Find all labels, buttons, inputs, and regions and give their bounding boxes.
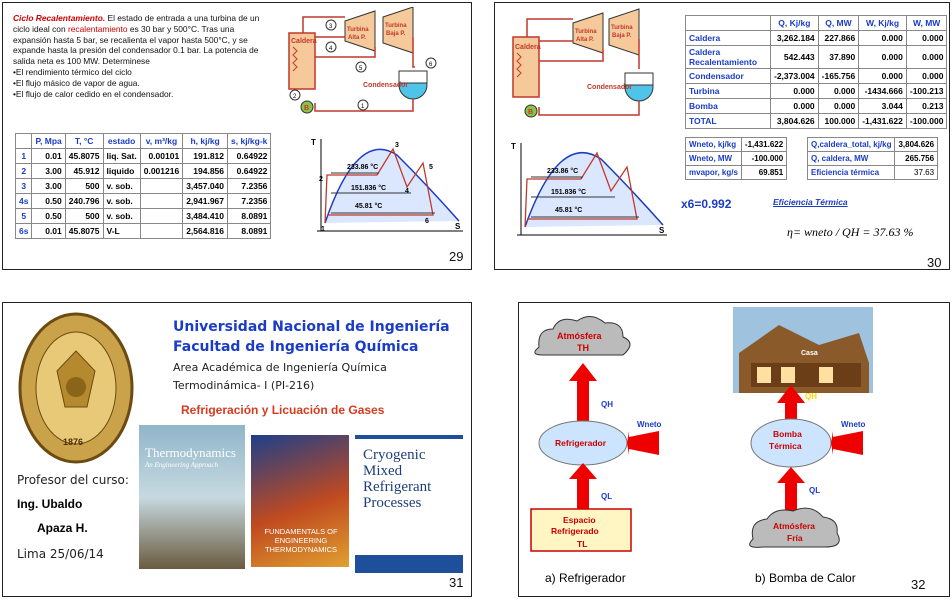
svg-text:TH: TH	[577, 343, 589, 353]
th-2: T, °C	[65, 134, 103, 149]
svg-text:Baja P.: Baja P.	[386, 31, 406, 37]
energy-table: Q, Kj/kg Q, MW W, Kj/kg W, MW Caldera 3,262.184 227.866 0.000 0.000 Caldera Recalentamiento 542.443 37.890 0.000 0.000 Condensador -2,373.004 -165.756 0.000 0.000 Turbina 0.000 0.000 -1434.666 -100.213 Bomba 0.000 0.000 3.044 0.213 TOTAL 3,804.626 100.000 -1,431.622 -100.000	[685, 15, 947, 129]
svg-text:151.836 °C: 151.836 °C	[551, 189, 587, 196]
page-number: 30	[927, 255, 942, 270]
svg-text:Turbina: Turbina	[385, 23, 407, 29]
table-row: 2 3.00 45.912 liquido 0.001216 194.856 0.64922	[16, 164, 271, 179]
heat-table	[807, 137, 938, 180]
svg-text:QL: QL	[601, 492, 613, 501]
ts-diagram	[509, 137, 671, 241]
th-5: h, kj/kg	[183, 134, 228, 149]
svg-text:233.86 °C: 233.86 °C	[547, 168, 579, 175]
svg-text:QH: QH	[601, 400, 613, 409]
svg-text:S: S	[455, 222, 461, 231]
svg-text:Baja P.: Baja P.	[612, 33, 632, 39]
date: Lima 25/06/14	[17, 547, 104, 561]
book-cryogenic: Cryogenic Mixed Refrigerant Processes	[355, 435, 463, 573]
svg-text:Fría: Fría	[787, 533, 803, 543]
svg-text:5: 5	[429, 164, 433, 171]
table-row: Condensador -2,373.004 -165.756 0.000 0.000	[686, 69, 947, 84]
table-row: Q, caldera, MW 265.756	[808, 152, 938, 166]
problem-text-1: El estado de entrada a una turbina de un ciclo ideal con	[13, 13, 260, 34]
university-name: Universidad Nacional de Ingeniería	[173, 319, 450, 335]
course-name: Termodinámica- I (PI-216)	[173, 379, 315, 392]
bullet-1: •El rendimiento térmico del ciclo	[13, 66, 132, 77]
svg-text:1: 1	[321, 226, 325, 233]
properties-table	[15, 133, 271, 239]
table-row: TOTAL 3,804.626 100.000 -1,431.622 -100.000	[686, 114, 947, 129]
svg-text:S: S	[659, 226, 665, 235]
svg-text:3: 3	[329, 24, 333, 30]
work-table	[685, 137, 787, 180]
svg-text:Casa: Casa	[801, 350, 818, 357]
table-row: mvapor, kg/s 69.851	[686, 166, 787, 180]
caldera-label: Caldera	[291, 38, 317, 45]
svg-text:5: 5	[359, 66, 363, 72]
table-row: Caldera 3,262.184 227.866 0.000 0.000	[686, 31, 947, 46]
efficiency-title: Eficiencia Térmica	[773, 197, 848, 207]
svg-text:6: 6	[425, 218, 429, 225]
svg-text:TL: TL	[577, 539, 588, 549]
svg-text:Refrigerador: Refrigerador	[555, 438, 607, 448]
svg-text:6: 6	[429, 62, 433, 68]
slide-29	[2, 2, 472, 270]
bullet-3: •El flujo de calor cedido en el condensador.	[13, 88, 174, 99]
caption-bomba-calor: b) Bomba de Calor	[755, 571, 856, 585]
th-3: estado	[103, 134, 140, 149]
th-6: s, kj/kg-k	[228, 134, 271, 149]
table-row: Q,caldera_total, kj/kg 3,804.626	[808, 138, 938, 152]
university-seal-logo	[17, 311, 135, 465]
table-row: 3 3.00 500 v. sob. 3,457.040 7.2356	[16, 179, 271, 194]
page-number: 29	[449, 249, 464, 264]
svg-text:QH: QH	[805, 392, 817, 401]
slide-31	[2, 302, 472, 597]
problem-title: Ciclo Recalentamiento.	[13, 13, 106, 23]
svg-text:Atmósfera: Atmósfera	[773, 521, 816, 531]
efficiency-formula: η= wneto / QH = 37.63 %	[787, 225, 914, 239]
professor-name-1: Ing. Ubaldo	[17, 497, 83, 511]
problem-text-2: es 30 bar y 500°C. Tras una expansión hasta 5 bar, se recalienta el vapor hasta 500°C, y se expande hasta la presión del condensador 0.1 bar. La potencia de salida neta es 100 MW. Determinese	[13, 23, 259, 67]
table-row: Wneto, MW -100.000	[686, 152, 787, 166]
svg-text:4: 4	[329, 46, 333, 52]
ts-diagram	[307, 135, 467, 235]
table-row: 4s 0.50 240.796 v. sob. 2,941.967 7.2356	[16, 194, 271, 209]
svg-text:45.81 °C: 45.81 °C	[555, 207, 583, 214]
table-row: 6s 0.01 45.8075 V-L 2,564.816 8.0891	[16, 224, 271, 239]
svg-text:Espacio: Espacio	[563, 515, 596, 525]
table-row: Caldera Recalentamiento 542.443 37.890 0.000 0.000	[686, 46, 947, 69]
svg-text:B: B	[304, 105, 310, 112]
svg-text:Wneto: Wneto	[841, 420, 866, 429]
table-row: Wneto, kj/kg -1,431.622	[686, 138, 787, 152]
svg-text:Refrigerado: Refrigerado	[551, 526, 599, 536]
professor-label: Profesor del curso:	[17, 473, 129, 487]
svg-text:Condensador: Condensador	[363, 82, 409, 89]
svg-text:3: 3	[395, 142, 399, 149]
svg-text:Turbina: Turbina	[575, 29, 597, 35]
book-fundamentals: FUNDAMENTALS OF ENGINEERING THERMODYNAMICS	[251, 435, 349, 567]
svg-text:1: 1	[361, 104, 365, 110]
svg-text:Caldera: Caldera	[515, 44, 541, 51]
svg-text:1876: 1876	[63, 437, 84, 447]
svg-text:2: 2	[319, 176, 323, 183]
problem-statement	[13, 13, 268, 99]
svg-text:Térmica: Térmica	[769, 441, 802, 451]
svg-text:4: 4	[405, 188, 409, 195]
th-1: P, Mpa	[32, 134, 65, 149]
table-row: Eficiencia térmica 37.63	[808, 166, 938, 180]
professor-name-2: Apaza H.	[37, 521, 88, 535]
refrigeration-diagrams	[519, 303, 950, 573]
svg-text:QL: QL	[809, 486, 821, 495]
svg-text:Alta P.: Alta P.	[576, 37, 594, 43]
slide-30	[494, 2, 950, 270]
svg-text:2: 2	[293, 94, 297, 100]
table-row: Bomba 0.000 0.000 3.044 0.213	[686, 99, 947, 114]
svg-text:Condensador: Condensador	[587, 84, 633, 91]
problem-highlight: recalentamiento	[67, 23, 128, 34]
svg-text:45.81 °C: 45.81 °C	[355, 203, 383, 210]
table-row: 5 0.50 500 v. sob. 3,484.410 8.0891	[16, 209, 271, 224]
book-thermodynamics: Thermodynamics An Engineering Approach	[139, 425, 245, 569]
svg-text:233.86 °C: 233.86 °C	[347, 164, 379, 171]
bullet-2: •El flujo másico de vapor de agua.	[13, 77, 140, 88]
table-row: 1 0.01 45.8075 liq. Sat. 0.00101 191.812 0.64922	[16, 149, 271, 164]
svg-text:T: T	[511, 142, 516, 151]
caption-refrigerador: a) Refrigerador	[545, 571, 626, 585]
th-0	[16, 134, 32, 149]
svg-text:Turbina: Turbina	[347, 27, 369, 33]
svg-text:Turbina: Turbina	[611, 25, 633, 31]
slide-32	[518, 302, 950, 597]
svg-text:151.836 °C: 151.836 °C	[351, 185, 387, 192]
quality-x6: x6=0.992	[681, 197, 732, 211]
svg-text:T: T	[311, 138, 316, 147]
table-row: Turbina 0.000 0.000 -1434.666 -100.213	[686, 84, 947, 99]
svg-text:B: B	[528, 109, 534, 116]
svg-text:Alta P.: Alta P.	[348, 35, 366, 41]
faculty-name: Facultad de Ingeniería Química	[173, 339, 419, 355]
cycle-schematic	[285, 7, 465, 127]
page-number: 32	[911, 577, 926, 592]
cycle-schematic	[509, 7, 679, 129]
academic-area: Area Académica de Ingeniería Química	[173, 361, 387, 374]
topic-title: Refrigeración y Licuación de Gases	[181, 403, 385, 417]
page-number: 31	[449, 575, 464, 590]
th-4: v, m³/kg	[140, 134, 182, 149]
svg-text:Bomba: Bomba	[773, 429, 802, 439]
svg-text:Atmósfera: Atmósfera	[557, 331, 602, 341]
svg-text:Wneto: Wneto	[637, 420, 662, 429]
